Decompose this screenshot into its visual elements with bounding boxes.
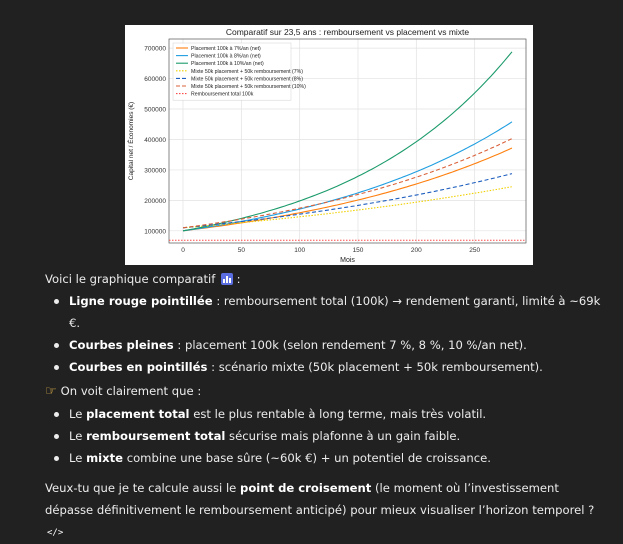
- list-item-prefix: Le: [69, 429, 87, 443]
- x-tick-label: 200: [410, 247, 422, 254]
- list-item: [69, 290, 605, 334]
- bold-term: Ligne rouge pointillée: [69, 294, 213, 308]
- x-tick-label: 150: [352, 247, 364, 254]
- question-text: Veux-tu que je te calcule aussi le: [45, 481, 241, 495]
- legend-explanation-list: [45, 290, 605, 378]
- list-item-text: : scénario mixte (50k placement + 50k remboursement).: [207, 360, 543, 374]
- bold-term: placement total: [86, 407, 190, 421]
- bold-term: Courbes en pointillés: [69, 360, 208, 374]
- question-text-rest: (le moment où l’investissement dépasse définitivement le remboursement anticipé) pour mieux visualiser l’horizon temporel ?: [45, 481, 595, 517]
- series-line: [183, 122, 512, 231]
- list-item-text: : remboursement total (100k) → rendement garanti, limité à ~69k €.: [69, 294, 601, 330]
- y-tick-label: 100000: [144, 228, 166, 236]
- legend-label: Placement 100k à 10%/an (net): [191, 61, 264, 68]
- bold-term: point de croisement: [240, 481, 372, 495]
- bold-term: mixte: [86, 451, 124, 465]
- list-item-text: sécurise mais plafonne à un gain faible.: [225, 429, 461, 443]
- legend-label: Placement 100k à 8%/an (net): [191, 53, 261, 60]
- y-tick-label: 500000: [144, 106, 166, 114]
- list-item: [69, 403, 605, 425]
- y-axis-label: Capital net / Économies (€): [128, 101, 135, 181]
- chart-image: [125, 25, 533, 265]
- y-tick-label: 700000: [144, 45, 166, 53]
- y-tick-label: 400000: [144, 136, 166, 144]
- list-item: [69, 334, 605, 356]
- list-item-prefix: Le: [69, 407, 87, 421]
- legend-label: Remboursement total 100k: [191, 91, 254, 98]
- bar-chart-icon: [221, 273, 233, 285]
- legend-label: Placement 100k à 7%/an (net): [191, 46, 261, 52]
- legend-label: Mixte 50k placement + 50k remboursement (10%): [191, 84, 306, 90]
- x-axis-label: Mois: [340, 257, 355, 264]
- line-chart: [125, 25, 533, 265]
- x-tick-label: 100: [294, 247, 306, 254]
- legend-label: Mixte 50k placement + 50k remboursement (7%): [191, 68, 304, 75]
- intro-colon: :: [232, 272, 241, 286]
- chart-title: Comparatif sur 23,5 ans : remboursement vs placement vs mixte: [225, 27, 470, 37]
- assistant-message: [45, 268, 605, 544]
- conclusion-text: On voit clairement que :: [60, 384, 202, 398]
- y-tick-label: 200000: [144, 197, 166, 205]
- y-tick-label: 600000: [144, 76, 166, 84]
- list-item: [69, 447, 605, 469]
- question-paragraph: [45, 477, 605, 544]
- legend-label: Mixte 50k placement + 50k remboursement (8%): [191, 76, 304, 83]
- list-item: [69, 425, 605, 447]
- list-item: [69, 356, 605, 378]
- x-tick-label: 250: [469, 247, 481, 254]
- x-tick-label: 50: [237, 247, 245, 254]
- series-line: [183, 139, 512, 228]
- list-item-text: est le plus rentable à long terme, mais très volatil.: [189, 407, 487, 421]
- bold-term: remboursement total: [86, 429, 226, 443]
- list-item-prefix: Le: [69, 451, 87, 465]
- intro-text: Voici le graphique comparatif: [45, 272, 216, 286]
- y-tick-label: 300000: [144, 167, 166, 175]
- bold-term: Courbes pleines: [69, 338, 174, 352]
- conclusion-list: [45, 403, 605, 469]
- code-icon[interactable]: </>: [47, 528, 64, 538]
- intro-paragraph: [45, 268, 605, 290]
- list-item-text: : placement 100k (selon rendement 7 %, 8 %, 10 %/an net).: [173, 338, 527, 352]
- conclusion-paragraph: [45, 380, 605, 403]
- list-item-text: combine une base sûre (~60k €) + un potentiel de croissance.: [123, 451, 491, 465]
- pointing-hand-icon: ☞: [45, 384, 57, 399]
- x-tick-label: 0: [181, 247, 185, 254]
